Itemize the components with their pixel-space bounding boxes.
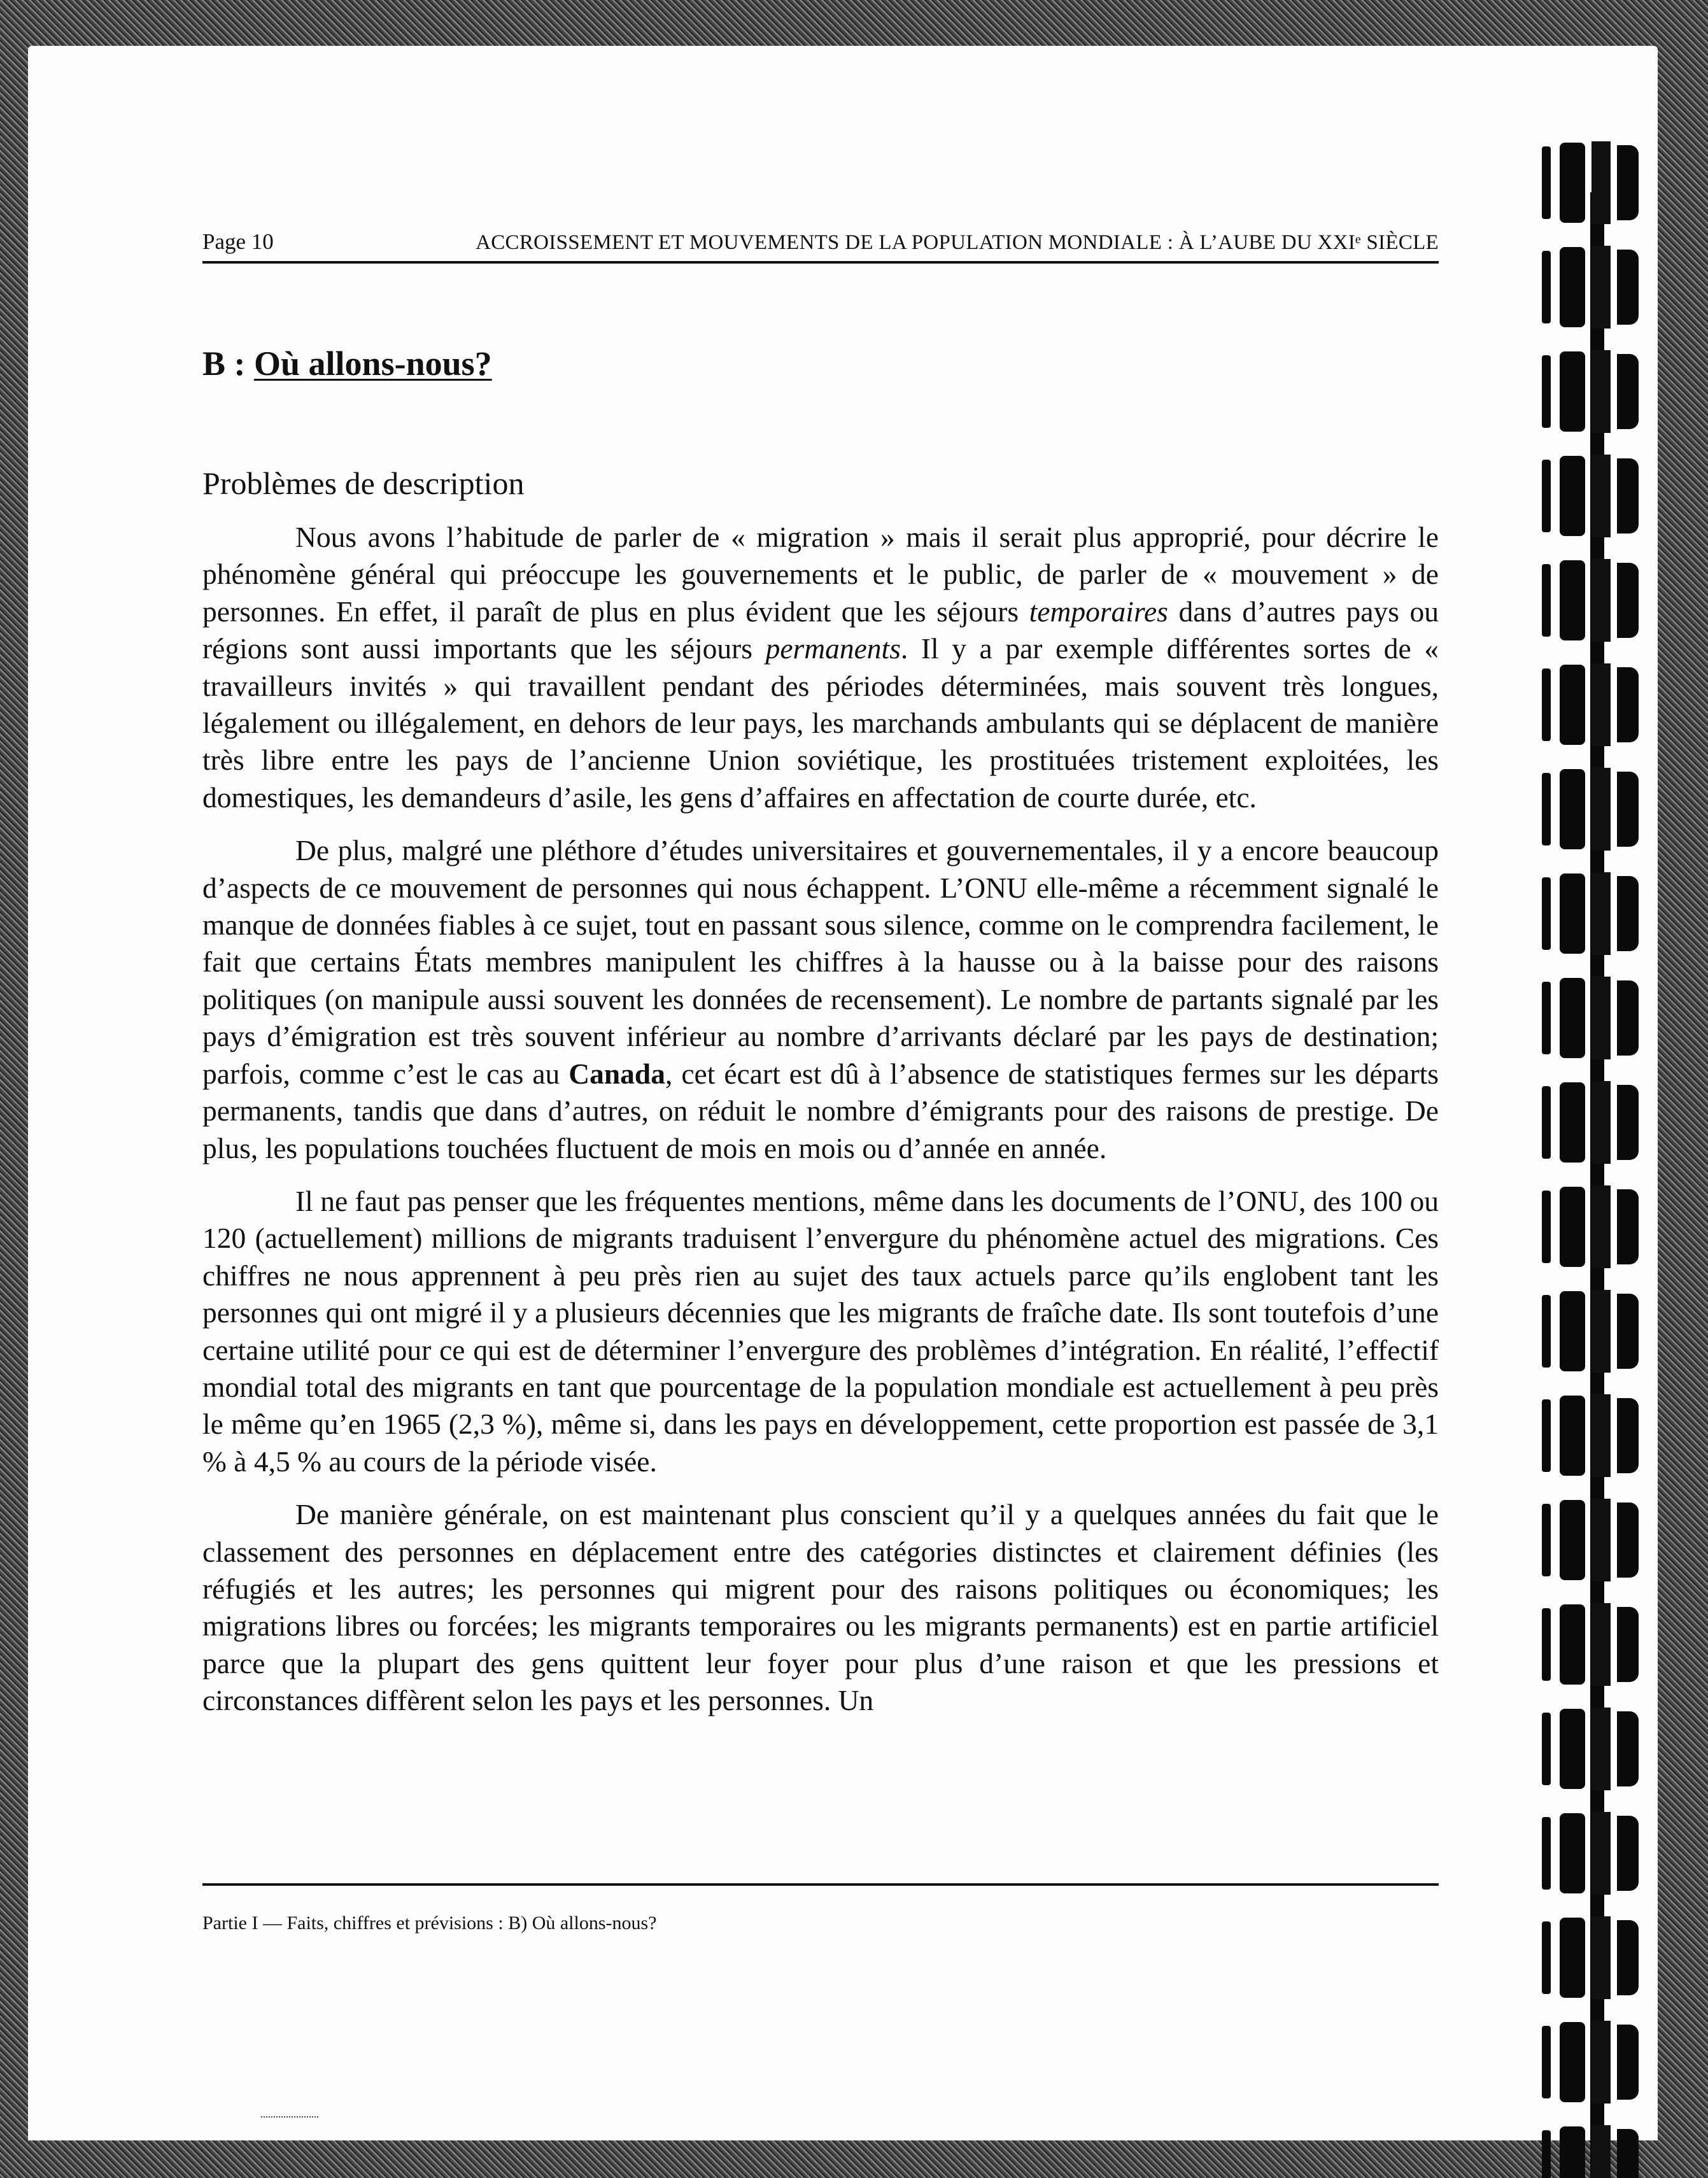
binding-ring: [1530, 1812, 1658, 1895]
binding-ring: [1530, 1290, 1658, 1373]
emphasized-text: permanents: [765, 632, 901, 665]
binding-ring: [1530, 455, 1658, 537]
text-run: , cet écart est dû à l’absence de statistiques fermes sur les départs permanents, tandis que dans d’autres, on réduit le nombre d’émigrants pour des raisons de prestige. De plus, les populations touchées fluctuent de mois en mois ou d’année en année.: [202, 1057, 1439, 1164]
paragraph: [202, 1496, 1439, 1719]
binding-ring: [1530, 350, 1658, 433]
binding-ring: [1530, 141, 1658, 224]
text-run: Il ne faut pas penser que les fréquentes mentions, même dans les documents de l’ONU, des 100 ou 120 (actuellement) millions de migrants traduisent l’envergure du phénomène actuel des migrations. Ces chiffres ne nous apprennent à peu près rien au sujet des taux actuels parce qu’ils englobent tant les personnes qui ont migré il y a plusieurs décennies que les migrants de fraîche date. Ils sont toutefois d’une certaine utilité pour ce qui est de déterminer l’envergure des problèmes d’intégration. En réalité, l’effectif mondial total des migrants en tant que pourcentage de la population mondiale est actuellement à peu près le même qu’en 1965 (2,3 %), même si, dans les pays en développement, cette proportion est passée de 3,1 % à 4,5 % au cours de la période visée.: [202, 1184, 1439, 1478]
binding-ring: [1530, 1708, 1658, 1790]
binding-ring: [1530, 1394, 1658, 1477]
binding-ring: [1530, 1603, 1658, 1686]
subheading: Problèmes de description: [202, 465, 525, 501]
section-title-text: Où allons-nous?: [254, 344, 492, 383]
paragraph: [202, 1183, 1439, 1480]
text-run: De manière générale, on est maintenant plus conscient qu’il y a quelques années du fait que le classement des personnes en déplacement entre des catégories distinctes et clairement définies (les réfugiés et les autres; les personnes qui migrent pour des raisons politiques ou économiques; les migrations libres ou forcées; les migrants temporaires ou les migrants permanents) est en partie artificiel parce que la plupart des gens quittent leur foyer pour plus d’une raison et que les pressions et circonstances diffèrent selon les pays et les personnes. Un: [202, 1498, 1439, 1717]
binding-ring: [1530, 977, 1658, 1059]
binding-ring: [1530, 2021, 1658, 2104]
section-title: [202, 344, 492, 383]
binding-ring: [1530, 768, 1658, 851]
binding-ring: [1530, 1185, 1658, 1268]
binding-ring: [1530, 2125, 1658, 2178]
page-footer: Partie I — Faits, chiffres et prévisions : B) Où allons-nous?: [202, 1913, 657, 1934]
running-header: [202, 229, 1439, 264]
binding-ring: [1530, 1081, 1658, 1164]
binding-ring: [1530, 559, 1658, 642]
stray-mark: [261, 2116, 318, 2118]
text-run: Nous avons l’habitude de parler de « migration » mais il serait plus approprié, pour décrire le phénomène général qui préoccupe les gouvernements et le public, de parler de « mouvement » de personnes. En effet, il paraît de plus en plus évident que les séjours: [202, 521, 1439, 628]
emphasized-text: temporaires: [1029, 595, 1168, 628]
text-run: De plus, malgré une pléthore d’études universitaires et gouvernementales, il y a encore beaucoup d’aspects de ce mouvement de personnes qui nous échappent. L’ONU elle-même a récemment signalé le manque de données fiables à ce sujet, tout en passant sous silence, comme on le comprendra facilement, le fait que certains États membres manipulent les chiffres à la hausse ou à la baisse pour des raisons politiques (on manipule aussi souvent les données de recensement). Le nombre de partants signalé par les pays d’émigration est très souvent inférieur au nombre d’arrivants déclaré par les pays de destination; parfois, comme c’est le cas au: [202, 834, 1439, 1090]
spiral-binding: [1530, 141, 1658, 2178]
binding-ring: [1530, 872, 1658, 955]
binding-ring: [1530, 1916, 1658, 1999]
paragraph: [202, 832, 1439, 1167]
footer-rule: [202, 1883, 1439, 1886]
paragraph: [202, 519, 1439, 816]
emphasized-text: Canada: [568, 1057, 665, 1090]
binding-ring: [1530, 246, 1658, 329]
text-run: dans d’autres pays ou régions sont aussi importants que les séjours: [202, 595, 1439, 665]
page-number: Page 10: [202, 229, 274, 254]
running-title: ACCROISSEMENT ET MOUVEMENTS DE LA POPULATION MONDIALE : À L’AUBE DU XXIᵉ SIÈCLE: [476, 231, 1439, 254]
binding-ring: [1530, 1499, 1658, 1581]
binding-ring: [1530, 663, 1658, 746]
body-text: [202, 519, 1439, 1736]
text-run: . Il y a par exemple différentes sortes de « travailleurs invités » qui travaillent pendant des périodes déterminées, mais souvent très longues, légalement ou illégalement, en dehors de leur pays, les marchands ambulants qui se déplacent de manière très libre entre les pays de l’ancienne Union soviétique, les prostituées tristement exploitées, les domestiques, les demandeurs d’asile, les gens d’affaires en affectation de courte durée, etc.: [202, 632, 1439, 814]
section-prefix: B :: [202, 344, 254, 383]
